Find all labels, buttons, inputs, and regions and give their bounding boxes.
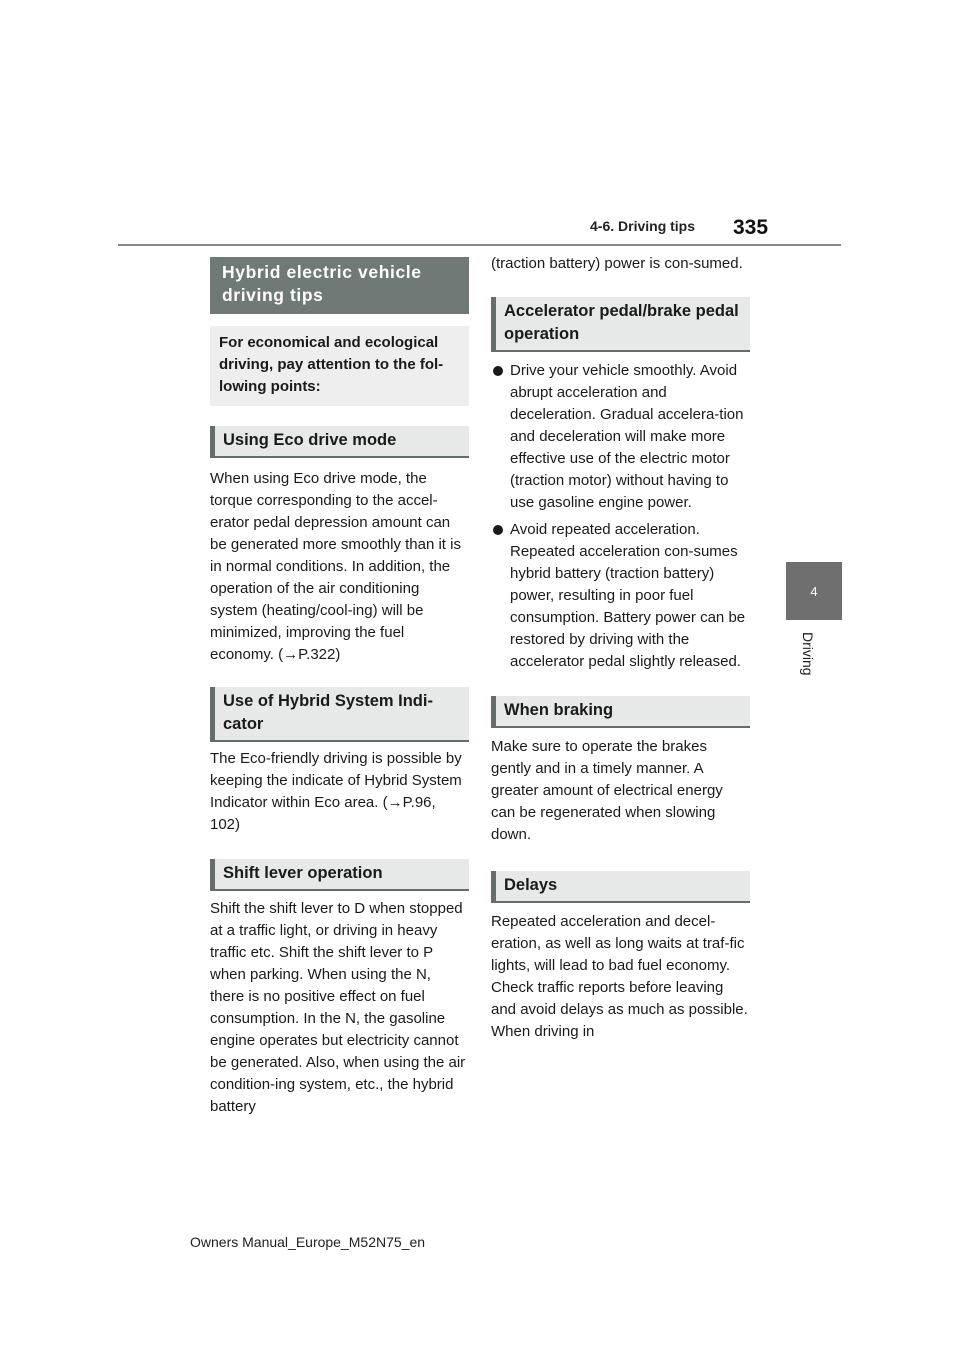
delays-text: Repeated acceleration and decel-eration, as well as long waits at traf-fic lights, will lead to bad fuel economy. Check traffic reports before leaving and avoid delays as much as possible. When driving in: [491, 913, 748, 1040]
list-item: [491, 360, 750, 514]
bullet-text: Drive your vehicle smoothly. Avoid abrupt acceleration and deceleration. Gradual accelera-tion and deceleration will make more effective use of the electric motor (traction motor) without having to use gasoline engine power.: [510, 362, 744, 511]
chapter-number: 4: [810, 583, 818, 599]
delays-heading: Delays: [491, 871, 750, 903]
indicator-heading: Use of Hybrid System Indi-cator: [210, 687, 469, 742]
indicator-text: The Eco-friendly driving is possible by keeping the indicate of Hybrid System Indicator within Eco area. (→P.96, 102): [210, 750, 462, 833]
header-divider: [118, 244, 841, 246]
bullet-icon: [493, 525, 503, 535]
footer-text: Owners Manual_Europe_M52N75_en: [190, 1234, 426, 1250]
pedal-heading: Accelerator pedal/brake pedal operation: [491, 297, 750, 352]
shift-lever-text: Shift the shift lever to D when stopped at a traffic light, or driving in heavy traffic etc. Shift the shift lever to P when parking. When using the N, there is no positive effect on fuel consumption. In the N, the gasoline engine operates but electricity cannot be generated. Also, when using the air condition-ing system, etc., the hybrid battery: [210, 900, 466, 1115]
shift-lever-heading: Shift lever operation: [210, 859, 469, 891]
page-number: 335: [733, 216, 769, 239]
continued-text: (traction battery) power is con-sumed.: [491, 255, 743, 272]
right-column: [491, 253, 750, 1043]
chapter-label: Driving: [800, 632, 816, 676]
bullet-text: Avoid repeated acceleration. Repeated acceleration con-sumes hybrid battery (traction battery) power, resulting in poor fuel consumption. Battery power can be restored by driving with the accelerator pedal slightly released.: [510, 521, 746, 670]
bullet-icon: [493, 366, 503, 376]
main-section-title: Hybrid electric vehicle driving tips: [210, 257, 469, 314]
intro-box: For economical and ecological driving, pay attention to the fol-lowing points:: [210, 326, 469, 406]
braking-text: Make sure to operate the brakes gently and in a timely manner. A greater amount of electrical energy can be regenerated when slowing down.: [491, 738, 723, 843]
eco-mode-heading: Using Eco drive mode: [210, 426, 469, 458]
list-item: [491, 519, 750, 673]
section-header: 4-6. Driving tips: [590, 218, 696, 234]
braking-heading: When braking: [491, 696, 750, 728]
eco-mode-text: When using Eco drive mode, the torque corresponding to the accel-erator pedal depression amount can be generated more smoothly than it is in normal conditions. In addition, the operation of the air conditioning system (heating/cool-ing) will be minimized, improving the fuel economy. (→P.322): [210, 470, 461, 663]
left-column: [210, 257, 469, 1118]
chapter-tab: [786, 562, 842, 620]
